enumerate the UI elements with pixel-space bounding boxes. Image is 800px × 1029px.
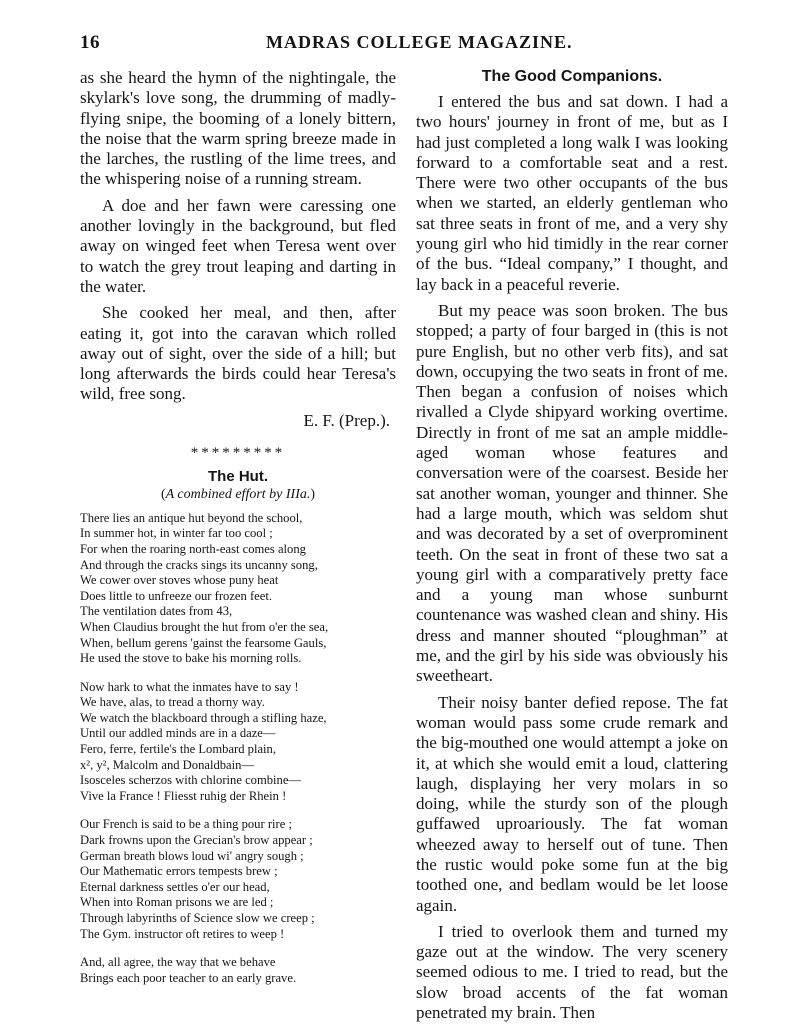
paragraph: She cooked her meal, and then, after eating it, got into the caravan which rolled away out of sight, over the side of a hill; but long afterwards the birds could hear Teresa's wild, free song. (80, 303, 396, 404)
verse-line: Brings each poor teacher to an early grave. (80, 970, 297, 985)
verse-line: Our French is said to be a thing pour rire ; (80, 817, 292, 832)
verse-line: For when the roaring north-east comes along (80, 541, 306, 556)
verse-line: Vive la France ! Fliesst ruhig der Rhein ! (80, 788, 287, 803)
verse-line: The Gym. instructor oft retires to weep ! (80, 926, 285, 941)
verse-line: Fero, ferre, fertile's the Lombard plain, (80, 742, 276, 757)
right-column (416, 68, 728, 1029)
verse-line: He used the stove to bake his morning rolls. (80, 651, 302, 666)
verse-line: x², y², Malcolm and Donaldbain— (80, 757, 255, 772)
author-signature: E. F. (Prep.). (303, 410, 390, 430)
paragraph: But my peace was soon broken. The bus stopped; a party of four barged in (this is not pure English, but no other verb fits), and sat down, occupying the two seats in front of me. Then began a confusion of noises which rivalled a Clyde shipyard working overtime. Directly in front of me sat an ample middle-aged woman whose features and conversation were of the coarsest. Beside her sat another woman, younger and thinner. She had a large mouth, which was seldom shut and was decorated by a set of overprominent teeth. On the seat in front of these two sat a young girl with a comparatively pretty face and a young man whose sunburnt countenance was washed clean and shiny. His dress and manner shouted “ploughman” at me, and the girl by his side was obviously his sweetheart. (416, 300, 728, 686)
subtitle-close-paren: ) (310, 486, 316, 502)
verse-line: We cower over stoves whose puny heat (80, 573, 279, 588)
verse-line: We watch the blackboard through a stifling haze, (80, 710, 327, 725)
section-divider-stars: ********* (190, 444, 286, 461)
poem-stanza (80, 955, 396, 986)
poem-stanza (80, 511, 396, 667)
verse-line: We have, alas, to tread a thorny way. (80, 695, 265, 710)
verse-line: The ventilation dates from 43, (80, 604, 233, 619)
verse-line: When into Roman prisons we are led ; (80, 895, 274, 910)
verse-line: When, bellum gerens 'gainst the fearsome Gauls, (80, 635, 327, 650)
left-column (80, 68, 396, 999)
verse-line: And through the cracks sings its uncanny song, (80, 557, 318, 572)
verse-line: When Claudius brought the hut from o'er the sea, (80, 619, 329, 634)
verse-line: In summer hot, in winter far too cool ; (80, 526, 273, 541)
article-title: The Good Companions. (481, 68, 663, 85)
verse-line: And, all agree, the way that we behave (80, 955, 276, 970)
poem-title: The Hut. (208, 467, 268, 485)
paragraph: Their noisy banter defied repose. The fat woman would pass some crude remark and the big-mouthed one would attempt a joke on it, at which she would emit a loud, clattering laugh, displaying her very molars in so doing, while the sturdy son of the plough guffawed uproariously. The fat woman wheezed away to herself out of tune. Then the rustic would poke some fun at the big toothed one, and bedlam would be let loose again. (416, 692, 728, 915)
paragraph: A doe and her fawn were caressing one another lovingly in the background, but fled away on winged feet when Teresa went over to watch the grey trout leaping and darting in the water. (80, 195, 396, 296)
verse-line: Isosceles scherzos with chlorine combine— (80, 773, 302, 788)
verse-line: German breath blows loud wi' angry sough ; (80, 848, 304, 863)
paragraph: I entered the bus and sat down. I had a two hours' journey in front of me, but as I had just completed a long walk I was looking forward to a comfortable seat and a rest. There were two other occupants of the bus when we started, an elderly gentleman who sat three seats in front of me, and a very shy young girl who hid timidly in the rear corner of the bus. “Ideal company,” I thought, and lay back in a peaceful reverie. (416, 92, 728, 294)
poem-stanza (80, 680, 396, 805)
paragraph-continued: as she heard the hymn of the nightingale, the skylark's love song, the drumming of madly-flying snipe, the booming of a lonely bittern, the noise that the warm spring breeze made in the larches, the rustling of the lime trees, and the whispering noise of a running stream. (80, 68, 396, 189)
verse-line: Does little to unfreeze our frozen feet. (80, 588, 272, 603)
verse-line: Through labyrinths of Science slow we creep ; (80, 911, 315, 925)
poem-stanza (80, 817, 396, 942)
page-number: 16 (80, 32, 100, 53)
verse-line: Dark frowns upon the Grecian's brow appear ; (80, 833, 313, 848)
subtitle-open-paren: ( (160, 486, 166, 502)
verse-line: Until our addled minds are in a daze— (80, 726, 276, 741)
verse-line: Now hark to what the inmates have to say ! (80, 679, 299, 694)
poem-subtitle (80, 487, 396, 503)
verse-line: Eternal darkness settles o'er our head, (80, 879, 270, 894)
running-header-title: MADRAS COLLEGE MAGAZINE. (266, 32, 573, 52)
subtitle-text: A combined effort by IIIa. (165, 486, 311, 502)
verse-line: Our Mathematic errors tempests brew ; (80, 864, 278, 879)
paragraph: I tried to overlook them and turned my gaze out at the window. The very scenery seemed odious to me. I tried to read, but the slow broad accents of the fat woman penetrated my brain. Then (416, 921, 728, 1023)
verse-line: There lies an antique hut beyond the school, (80, 510, 303, 525)
